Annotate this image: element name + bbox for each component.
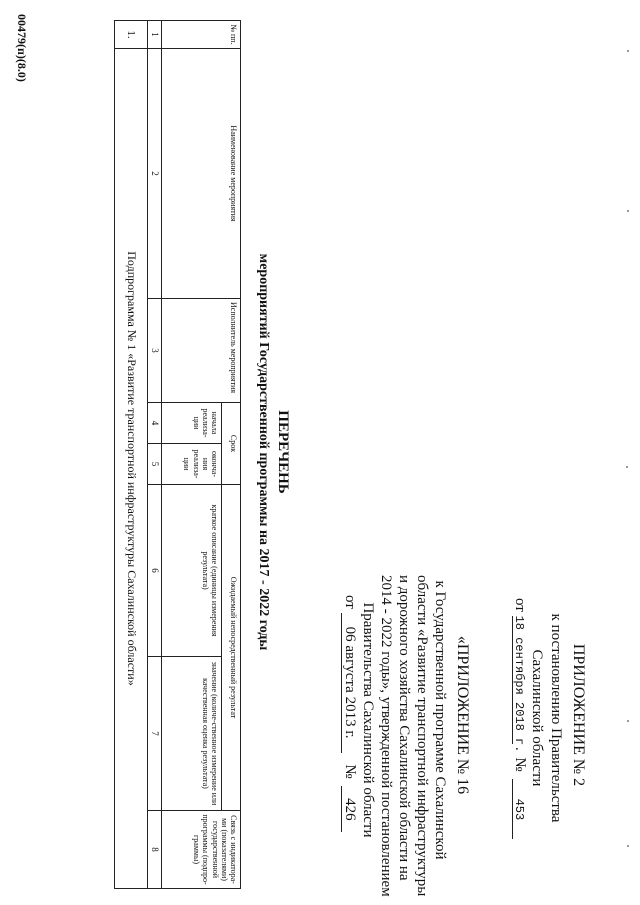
document-subtitle: мероприятий Государственной программы на 2017 - 2022 годы: [256, 253, 271, 651]
appendix-date-line: [341, 595, 357, 832]
attachment-from-label: от: [512, 598, 528, 612]
appendix-line: Правительства Сахалинской области: [360, 602, 376, 838]
appendix-title: «ПРИЛОЖЕНИЕ № 16: [454, 635, 471, 795]
header-term-start: начала реализа-ции: [162, 403, 222, 444]
header-term: Срок: [222, 403, 241, 485]
header-result-desc: краткое описание (единицы измерения результата): [162, 485, 222, 657]
header-result: Ожидаемый непосредственный результат: [222, 485, 241, 811]
appendix-number-label: №: [342, 764, 358, 779]
attachment-number: 453: [512, 779, 525, 839]
column-number: 7: [148, 657, 162, 811]
appendix-number: 426: [341, 786, 357, 832]
attachment-date: 18 сентября 2018 г.: [512, 615, 526, 753]
header-name: Наименование мероприятия: [162, 49, 241, 299]
scan-speck: [627, 845, 629, 847]
appendix-from-label: от: [342, 595, 358, 609]
appendix-line: 2014 - 2022 годы», утвержденной постановлением: [378, 575, 394, 897]
header-result-value: значение (количе-ственное измерение или качественная оценка результата): [162, 657, 222, 811]
appendix-line: области «Развитие транспортной инфраструктуры: [414, 575, 430, 897]
attachment-region-line: Сахалинской области: [529, 649, 545, 787]
appendix-line: и дорожного хозяйства Сахалинской области на: [396, 575, 412, 881]
measures-table: [114, 20, 241, 889]
column-number-row: [148, 21, 162, 889]
column-number: 8: [148, 811, 162, 889]
scan-speck: [627, 50, 629, 52]
scan-speck: [627, 210, 629, 212]
attachment-decree-line: к постановлению Правительства: [548, 613, 564, 823]
attachment-date-line: [512, 598, 527, 839]
row-number: 1.: [115, 21, 148, 49]
column-number: 6: [148, 485, 162, 657]
appendix-date: 06 августа 2013 г.: [341, 613, 357, 753]
column-number: 5: [148, 444, 162, 485]
header-num: № пп.: [162, 21, 241, 49]
scan-speck: [627, 720, 629, 722]
column-number: 2: [148, 49, 162, 299]
scan-speck: [626, 466, 628, 468]
document-title: ПЕРЕЧЕНЬ: [275, 410, 291, 494]
attachment-title: ПРИЛОЖЕНИЕ № 2: [570, 643, 587, 787]
header-executor: Исполнитель мероприятия: [162, 299, 241, 403]
table-row: [115, 21, 148, 889]
column-number: 1: [148, 21, 162, 49]
document-code: 00479(п)(8.0): [15, 14, 29, 82]
column-number: 4: [148, 403, 162, 444]
table-header-row: [222, 21, 241, 889]
header-link: Связь с индикатора-ми (показателями) государственной программы (подпро-граммы): [162, 811, 241, 889]
attachment-number-label: №: [512, 757, 528, 772]
column-number: 3: [148, 299, 162, 403]
subprogram-title: Подпрограмма № 1 «Развитие транспортной инфраструктуры Сахалинской области»: [115, 49, 148, 889]
header-term-end: оконча-ния реализа-ции: [162, 444, 222, 485]
appendix-line: к Государственной программе Сахалинской: [432, 580, 448, 860]
